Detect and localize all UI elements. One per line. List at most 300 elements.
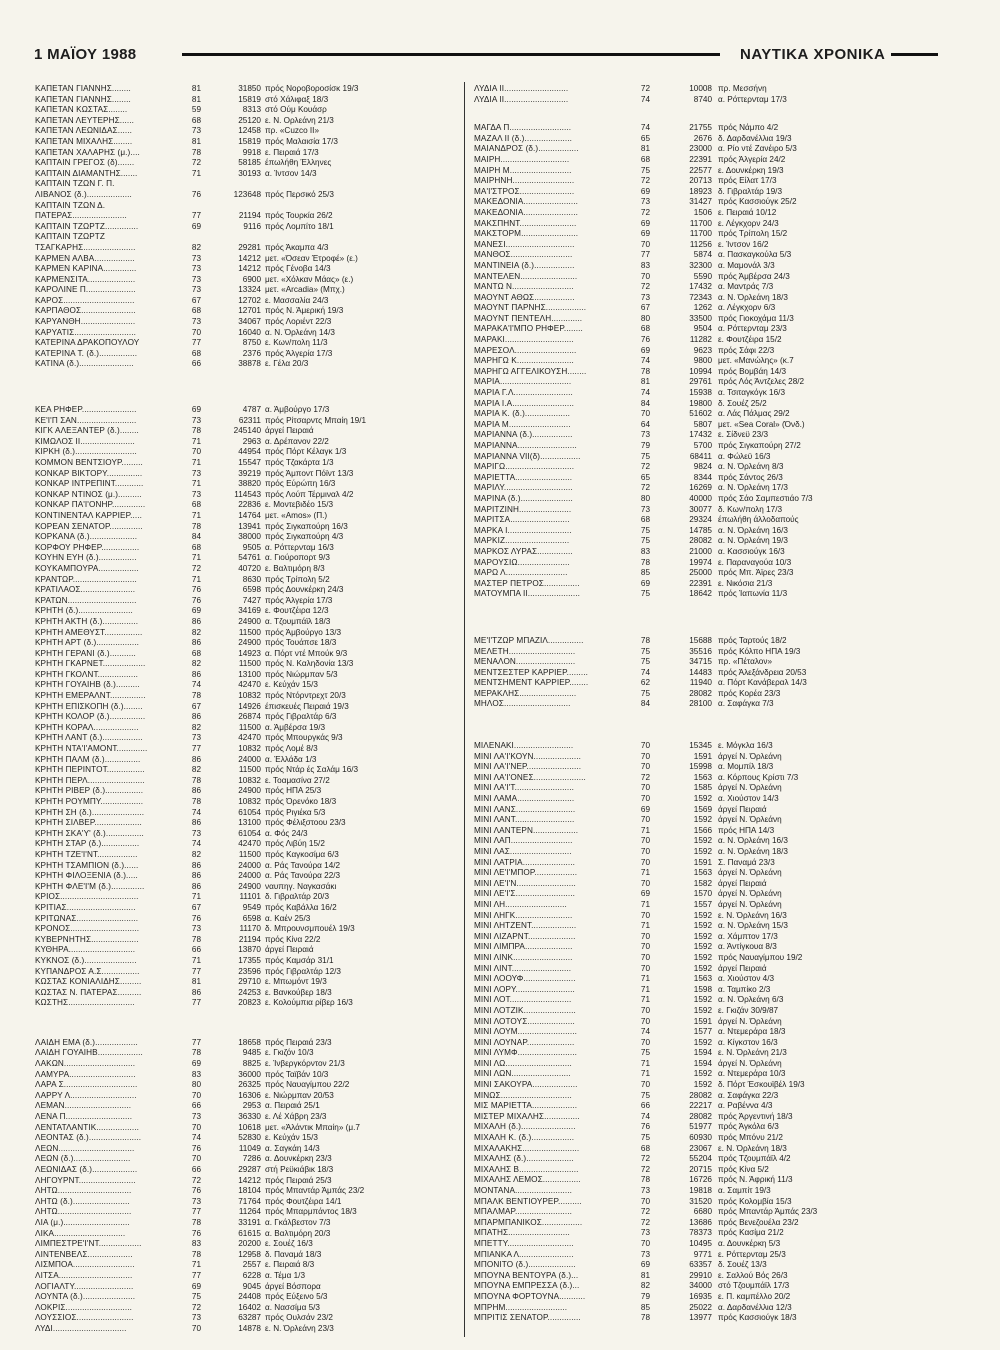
ship-year: 75: [191, 1292, 201, 1302]
ship-status: πρός Εύρώπη 16/3: [265, 479, 336, 489]
ship-entry: [474, 657, 984, 668]
ship-status: έπωλήθη Έλληνες: [265, 158, 332, 168]
ship-tonnage: 11264: [238, 1207, 261, 1217]
ship-tonnage: 15345: [689, 741, 712, 751]
ship-status: ε. Λέ Χάβρη 23/3: [265, 1112, 327, 1122]
ship-status: πρός Ρίτσαρντς Μπαίη 19/1: [265, 415, 367, 425]
ship-status: α. Καέν 25/3: [265, 913, 311, 923]
ship-tonnage: 1566: [693, 825, 712, 835]
ship-status: α. Μαμονάλ 3/3: [718, 260, 775, 270]
ship-year: 86: [191, 987, 201, 997]
ship-name: ΜΙΝΙ ΛΗΓΚ........................: [474, 910, 573, 920]
ship-entry: [35, 1218, 460, 1229]
ship-tonnage: 1563: [693, 868, 712, 878]
ship-name: ΜΙΝΩΣ..............................: [474, 1090, 572, 1100]
ship-entry: [35, 924, 460, 935]
ship-tonnage: 11101: [239, 892, 261, 902]
ship-status: άργεί Ν. Όρλεάνη: [718, 889, 782, 899]
ship-entry: [35, 532, 460, 543]
ship-entry: [35, 158, 460, 169]
ship-tonnage: 1591: [693, 857, 712, 867]
ship-year: 71: [191, 168, 201, 178]
ship-status: άργεί Πειραιά: [265, 426, 314, 436]
ship-entry: [35, 405, 460, 416]
ship-name: ΛΙΒΑΝΟΣ (δ.)...................: [35, 189, 132, 199]
ship-entry: [474, 995, 984, 1006]
ship-tonnage: 60930: [689, 1133, 712, 1143]
ship-year: 74: [191, 680, 201, 690]
ship-name: ΛΥΔΙ...............................: [35, 1323, 127, 1333]
ship-tonnage: 24000: [238, 754, 261, 764]
ship-tonnage: 15547: [238, 458, 261, 467]
ship-name: ΚΑΠΤΑΙΝ ΤΖΩΝ Δ.: [35, 200, 106, 210]
ship-entry: [474, 568, 984, 579]
ship-year: 81: [640, 144, 650, 154]
ship-status: πρός Άλγερία 17/3: [265, 595, 333, 605]
ship-status: δ. Σουέζ 25/2: [718, 398, 767, 408]
ship-status: α. Ν. Όρλεάνη 16/3: [718, 525, 788, 535]
ship-name: ΚΥΒΕΡΝΗΤΗΣ....................: [35, 934, 139, 944]
ship-year: 82: [191, 849, 201, 859]
ship-year: 84: [640, 699, 650, 709]
ship-year: 70: [640, 751, 650, 761]
ship-entry: [35, 606, 460, 617]
ship-status: α. Τζουμπάϊλ 18/3: [265, 616, 331, 626]
ship-name: ΛΕΩΝΙΔΑΣ (δ.)...................: [35, 1165, 138, 1174]
ship-status: δ. Δαρδανέλλια 19/3: [718, 133, 792, 143]
ship-tonnage: 22836: [238, 500, 261, 510]
ship-entry: [474, 346, 984, 357]
ship-tonnage: 10994: [689, 366, 712, 376]
ship-entry: [474, 250, 984, 261]
ship-status: ε. Λέγκχορν 24/3: [718, 218, 779, 228]
ship-year: 70: [640, 409, 650, 419]
ship-status: δ. Πόρτ Έσκουϊβέλ 19/3: [718, 1080, 805, 1090]
ship-name: ΜΕΝΤΣΗΜΕΝΤ ΚΑΡΡΙΕΡ........: [474, 678, 589, 688]
ship-year: 81: [640, 1270, 650, 1280]
ship-year: 72: [640, 207, 650, 217]
ship-status: πρός Μπαρμπάντος 18/3: [265, 1207, 357, 1217]
block-spacer: [35, 370, 460, 405]
ship-entry: [35, 1176, 460, 1187]
ship-entry: [474, 868, 984, 879]
ship-tonnage: 11500: [238, 722, 261, 732]
block-spacer: [474, 710, 984, 741]
ship-name: ΜΙΝΙ ΛΑΣ..........................: [474, 847, 572, 856]
ship-tonnage: 1592: [693, 815, 712, 825]
ship-status: πρός Κασίμα 21/2: [718, 1228, 784, 1238]
section-title: ΝΑΥΤΙΚΑ ΧΡΟΝΙΚΑ: [740, 46, 886, 63]
ship-name: ΛΙΑ (μ.)............................: [35, 1217, 130, 1227]
ship-year: 68: [191, 306, 201, 316]
ship-status: α. Τσιταγκόγκ 16/3: [718, 388, 785, 398]
ship-entry: [35, 733, 460, 744]
ship-year: 70: [640, 942, 650, 952]
ship-year: 82: [191, 659, 201, 669]
ship-year: 86: [191, 881, 201, 891]
ship-tonnage: 7427: [242, 595, 261, 605]
ship-status: πρός Φέλιξστοου 23/3: [265, 818, 346, 828]
ship-name: ΜΑΡΙΤΖΙΝΗ......................: [474, 504, 572, 514]
ship-entry: [474, 356, 984, 367]
ship-name: ΜΠΑΤΗΣ..........................: [474, 1228, 570, 1238]
ship-entry: [474, 826, 984, 837]
ship-tonnage: 24900: [238, 786, 261, 796]
ship-tonnage: 2376: [242, 348, 261, 358]
ship-status: πρός Νιώρμπαν 5/3: [265, 669, 338, 679]
ship-status: άργεί Πειραιά: [718, 804, 767, 814]
ship-entry: [35, 945, 460, 956]
ship-year: 70: [640, 1196, 650, 1206]
ship-status: πρός Άγκόλα 6/3: [718, 1122, 779, 1132]
ship-tonnage: 63357: [689, 1260, 712, 1270]
ship-entry: [35, 765, 460, 776]
ship-year: 75: [640, 1048, 650, 1058]
ship-year: 71: [191, 458, 201, 467]
ship-year: 86: [191, 871, 201, 881]
ship-entry: [35, 744, 460, 755]
ship-entry: [35, 882, 460, 893]
ship-year: 72: [640, 84, 650, 93]
ship-entry: [35, 469, 460, 480]
ship-name: ΚΡΗΤΗ ΑΜΕΘΥΣΤ................: [35, 627, 143, 637]
ship-year: 69: [640, 218, 650, 228]
ship-tonnage: 33500: [689, 313, 712, 323]
ship-list-block: [474, 636, 984, 710]
ship-tonnage: 28082: [689, 1090, 712, 1100]
ship-year: 73: [191, 1313, 201, 1323]
ship-entry: [35, 243, 460, 254]
ship-tonnage: 24900: [238, 638, 261, 648]
ship-year: 74: [191, 1133, 201, 1143]
ship-entry: [35, 564, 460, 575]
ship-year: 68: [191, 348, 201, 358]
ship-status: ε. Σίδνεϋ 23/3: [718, 430, 769, 440]
ship-entry: [35, 179, 460, 190]
ship-name: ΜΙΝΙ ΛΕ'Ι'Σ.........................: [474, 889, 575, 899]
ship-status: πρ. «Cuzco II»: [265, 126, 319, 136]
ship-tonnage: 6228: [242, 1270, 261, 1280]
ship-status: α. Ν. Όρλεάνη 14/3: [265, 327, 335, 337]
ship-tonnage: 123648: [233, 189, 261, 199]
ship-status: στό Τζουμπάϊλ 17/3: [718, 1281, 790, 1291]
ship-year: 73: [191, 733, 201, 743]
ship-name: ΜΑΡΚΙΖ...........................: [474, 536, 570, 546]
ship-name: ΚΟΡΕΑΝ ΣΕΝΑΤΟΡ..............: [35, 521, 143, 531]
ship-tonnage: 1506: [693, 207, 712, 217]
ship-name: ΜΙΝΙ ΛΟΡΥ.........................: [474, 984, 575, 994]
ship-status: ε. Κολούμπια ρίβερ 16/3: [265, 998, 353, 1008]
ship-status: α. Κίγκστον 16/3: [718, 1037, 778, 1047]
ship-status: ε. Κεύχάν 15/3: [265, 1133, 318, 1143]
ship-tonnage: 54761: [238, 553, 261, 563]
ship-list-block: [35, 1038, 460, 1335]
ship-entry: [35, 511, 460, 522]
ship-year: 69: [640, 889, 650, 899]
ship-tonnage: 22391: [689, 578, 712, 588]
ship-status: ε. Γέλα 20/3: [265, 359, 309, 369]
ship-entry: [474, 314, 984, 325]
ship-year: 77: [191, 1037, 201, 1047]
ship-tonnage: 13686: [689, 1217, 712, 1227]
ship-tonnage: 11049: [238, 1143, 261, 1153]
ship-name: ΜΙΝΙ ΛΑΠ..........................: [474, 836, 573, 846]
ship-tonnage: 1570: [693, 889, 712, 899]
ship-name: ΜΙΝΙ ΛΩ............................: [474, 1058, 572, 1068]
ship-entry: [474, 1122, 984, 1133]
ship-status: πρός Ταρτούς 18/2: [718, 635, 787, 645]
ship-year: 82: [640, 1281, 650, 1291]
ship-tonnage: 1594: [693, 1048, 712, 1058]
ship-year: 72: [191, 1302, 201, 1312]
ship-year: 73: [191, 285, 201, 295]
block-spacer: [474, 105, 984, 123]
ship-entry: [35, 137, 460, 148]
ship-tonnage: 4787: [242, 405, 261, 415]
ship-status: α. Ν. Όρλεάνη 16/3: [718, 836, 788, 846]
ship-status: πρός Λός Άντζελες 28/2: [718, 377, 805, 387]
ship-tonnage: 1592: [693, 952, 712, 962]
ship-status: α. Ράς Τανούρα 14/2: [265, 860, 341, 870]
ship-name: ΛΗΤΩ (δ.)........................: [35, 1196, 130, 1206]
ship-name: ΜΑΟΥΝΤ ΠΕΝΤΕΛΗ.............: [474, 313, 583, 323]
ship-year: 75: [640, 688, 650, 698]
ship-status: ε. Νικόσια 21/3: [718, 578, 773, 588]
ship-status: πρός Γένοβα 14/3: [265, 264, 331, 274]
ship-tonnage: 51602: [689, 409, 712, 419]
ship-status: πρός Σιγκαπούρη 27/2: [718, 441, 801, 450]
ship-name: ΚΡΗΤΗ ΚΟΡΑΛ...................: [35, 722, 139, 732]
ship-status: μετ. «Άλάντικ Μπαίη» (μ.7: [265, 1122, 360, 1132]
ship-name: ΛΙΝΤΕΝΒΕΛΣ...................: [35, 1249, 133, 1259]
ship-entry: [35, 1048, 460, 1059]
ship-status: ε. Γκιζόν 10/3: [265, 1048, 314, 1058]
ship-status: πρός Σιγκαπούρη 4/3: [265, 532, 344, 542]
ship-year: 74: [191, 807, 201, 817]
ship-entry: [35, 839, 460, 850]
ship-entry: [474, 1038, 984, 1049]
ship-status: πρός Κορέα 23/3: [718, 688, 781, 698]
ship-tonnage: 12958: [238, 1249, 261, 1259]
ship-tonnage: 15938: [689, 388, 712, 398]
ship-entry: [474, 123, 984, 134]
ship-entry: [35, 84, 460, 95]
ship-name: ΜΙΝΙ ΛΑΝΤΕΡΝ...................: [474, 825, 579, 835]
ship-name: ΜΕΝΑΛΟΝ.........................: [474, 657, 576, 667]
ship-tonnage: 1592: [693, 1005, 712, 1015]
ship-tonnage: 8750: [242, 338, 261, 348]
ship-entry: [474, 1228, 984, 1239]
ship-status: α. Κασσιούγκ 16/3: [718, 546, 785, 556]
ship-tonnage: 15819: [238, 136, 261, 146]
ship-entry: [474, 1207, 984, 1218]
ship-name: ΚΑΠΤΑΙΝ ΓΡΕΓΟΣ (δ).......: [35, 158, 135, 168]
ship-year: 73: [191, 1112, 201, 1122]
ship-name: ΜΙΝΙ ΛΑ'Ι'ΚΟΥΝ....................: [474, 751, 582, 761]
ship-entry: [35, 500, 460, 511]
ship-status: α. Μομπίλ 18/3: [718, 762, 774, 772]
ship-tonnage: 9505: [242, 542, 261, 552]
ship-tonnage: 44954: [238, 447, 261, 457]
ship-year: 75: [640, 646, 650, 656]
ship-tonnage: 30077: [689, 504, 712, 514]
ship-status: πρός Τουρκία 26/2: [265, 211, 333, 221]
ship-name: ΚΡΗΤΗ ΣΚΑ'Υ' (δ.)................: [35, 828, 144, 838]
ship-name: ΚΕΑ ΡΗΦΕΡ.......................: [35, 405, 137, 415]
ship-entry: [35, 617, 460, 628]
ship-tonnage: 31850: [238, 84, 261, 93]
ship-status: ε. Κεύχάν 15/3: [265, 680, 318, 690]
ship-tonnage: 24408: [238, 1292, 261, 1302]
ship-list-block: [35, 84, 460, 370]
ship-name: ΛΕΝΤΑΤΛΑΝΤΙΚ..................: [35, 1122, 140, 1132]
ship-name: ΚΑΡΥΑΤΙΣ..........................: [35, 327, 136, 337]
ship-entry: [474, 794, 984, 805]
ship-name: ΚΟΝΚΑΡ ΙΝΤΡΕΠΙΝΤ............: [35, 479, 144, 489]
ship-tonnage: 14764: [238, 510, 261, 520]
column-divider: [464, 82, 465, 1337]
ship-name: ΜΙΝΙ ΛΟΤ..........................: [474, 995, 572, 1005]
ship-name: ΚΑΠΕΤΑΝ ΧΑΛΑΡΗΣ (μ.)....: [35, 147, 140, 157]
ship-name: ΜΙΝΙ ΛΟΤΖΙΚ......................: [474, 1005, 576, 1015]
ship-entry: [35, 935, 460, 946]
ship-year: 73: [191, 274, 201, 284]
ship-entry: [474, 282, 984, 293]
ship-name: ΚΡΗΤΗ ΓΟΥΑΙΗΒ (δ.)..........: [35, 680, 140, 690]
ship-status: ε. Τοαμασίνα 27/2: [265, 775, 330, 785]
ship-name: ΜΑΟΥΝΤ ΠΑΡΝΗΣ.................: [474, 303, 587, 313]
ship-tonnage: 20715: [689, 1164, 712, 1174]
ship-name: ΚΡΟΝΟΣ.............................: [35, 924, 140, 934]
ship-entry: [474, 240, 984, 251]
ship-entry: [35, 1260, 460, 1271]
ship-tonnage: 18642: [689, 589, 712, 599]
ship-entry: [474, 536, 984, 547]
ship-name: ΜΙΝΙ ΣΑΚΟΥΡΑ...................: [474, 1080, 578, 1090]
ship-tonnage: 1592: [693, 1080, 712, 1090]
ship-status: πρός Ουλσάν 23/2: [265, 1313, 333, 1323]
ship-name: ΛΥΔΙΑ ΙΙ...........................: [474, 94, 569, 104]
ship-status: πρός Άμβέρσα 24/3: [718, 271, 790, 281]
ship-entry: [35, 628, 460, 639]
ship-name: ΜΠΡΗΜ..........................: [474, 1302, 568, 1312]
ship-name: ΜΑΡΙΑΝΝΑ (δ.).................: [474, 430, 573, 440]
ship-year: 66: [640, 1101, 650, 1111]
ship-status: α. Πασκαγκούλα 5/3: [718, 250, 792, 260]
ship-tonnage: 1592: [693, 921, 712, 931]
ship-name: ΜΙΝΙ ΛΗΤΖΕΝΤ...................: [474, 921, 577, 931]
ship-entry: [35, 1144, 460, 1155]
ship-status: α. Ταμπίκο 2/3: [718, 984, 771, 994]
ship-year: 62: [640, 678, 650, 688]
ship-entry: [35, 416, 460, 427]
ship-name: ΜΟΝΤΑΝΑ........................: [474, 1186, 573, 1195]
ship-tonnage: 31520: [689, 1196, 712, 1206]
ship-tonnage: 5700: [693, 441, 712, 450]
ship-status: πρός ΗΠΑ 25/3: [265, 786, 322, 796]
ship-year: 59: [191, 105, 201, 115]
ship-year: 68: [640, 515, 650, 525]
ship-name: ΚΟΡΦΟΥ ΡΗΦΕΡ................: [35, 542, 140, 552]
ship-entry: [35, 1250, 460, 1261]
ship-name: ΜΙΝΙ ΛΕ'Ι'Ν.........................: [474, 878, 576, 888]
ship-entry: [474, 1197, 984, 1208]
ship-tonnage: 28100: [689, 699, 712, 709]
ship-name: ΚΑΡΜΕΝΣΙΤΑ....................: [35, 274, 136, 284]
ship-tonnage: 15688: [689, 635, 712, 645]
ship-year: 70: [640, 1037, 650, 1047]
ship-tonnage: 40720: [238, 563, 261, 573]
ship-entry: [474, 1175, 984, 1186]
ship-entry: [35, 1080, 460, 1091]
ship-status: α. Μαντράς 7/3: [718, 282, 774, 292]
ship-year: 75: [640, 165, 650, 175]
ship-name: ΚΑΡΠΑΘΟΣ.......................: [35, 306, 136, 316]
ship-status: α. Ν. Όρλεάνη 17/3: [718, 483, 788, 493]
ship-tonnage: 9800: [693, 356, 712, 366]
ship-name: ΚΡΗΤΗ ΡΙΒΕΡ (δ.)................: [35, 786, 144, 796]
ship-tonnage: 20200: [238, 1239, 261, 1249]
ship-tonnage: 35516: [689, 646, 712, 656]
ship-year: 73: [640, 1186, 650, 1195]
right-column: [474, 84, 984, 1324]
ship-entry: [474, 1165, 984, 1176]
ship-entry: [474, 985, 984, 996]
ship-year: 78: [191, 1217, 201, 1227]
ship-status: πρός Σάο Σαμπεστιάο 7/3: [718, 493, 813, 503]
ship-name: ΜΠΡΙΤΙΣ ΣΕΝΑΤΟΡ..............: [474, 1313, 581, 1323]
ship-tonnage: 6900: [242, 274, 261, 284]
ship-status: ε. Σουέζ 16/3: [265, 1239, 313, 1249]
ship-entry: [474, 1292, 984, 1303]
ship-tonnage: 26874: [238, 712, 261, 722]
ship-entry: [474, 805, 984, 816]
ship-year: 70: [640, 910, 650, 920]
ship-entry: [35, 201, 460, 212]
ship-entry: [35, 190, 460, 201]
ship-status: πρός Γιοκοχάμα 11/3: [718, 313, 794, 323]
ship-entry: [35, 426, 460, 437]
ship-tonnage: 1582: [693, 878, 712, 888]
ship-entry: [35, 786, 460, 797]
ship-year: 71: [640, 921, 650, 931]
ship-entry: [474, 815, 984, 826]
ship-tonnage: 21194: [238, 211, 261, 221]
ship-tonnage: 26325: [238, 1080, 261, 1090]
ship-entry: [35, 659, 460, 670]
ship-name: ΚΑΠΕΤΑΝ ΓΙΑΝΝΗΣ........: [35, 84, 131, 93]
ship-year: 68: [191, 500, 201, 510]
ship-entry: [35, 437, 460, 448]
ship-year: 72: [640, 1217, 650, 1227]
ship-status: α. Ρόττερνταμ 23/3: [718, 324, 787, 334]
ship-name: ΚΡΑΤΩΝ.............................: [35, 595, 137, 605]
ship-entry: [35, 1229, 460, 1240]
ship-tonnage: 14212: [238, 1175, 261, 1185]
ship-year: 70: [640, 783, 650, 793]
ship-entry: [474, 462, 984, 473]
ship-year: 64: [640, 419, 650, 429]
ship-tonnage: 11940: [689, 678, 712, 688]
ship-tonnage: 5807: [693, 419, 712, 429]
ship-tonnage: 11700: [689, 229, 712, 239]
ship-status: πρός Άλγερία 17/3: [265, 348, 333, 358]
ship-year: 70: [640, 239, 650, 249]
ship-tonnage: 10495: [689, 1238, 712, 1248]
ship-name: ΜΙΝΙ ΛΥΜΦ.........................: [474, 1048, 578, 1058]
ship-name: ΜΑΡΚΑ Ι...........................: [474, 525, 572, 535]
ship-entry: [474, 1133, 984, 1144]
